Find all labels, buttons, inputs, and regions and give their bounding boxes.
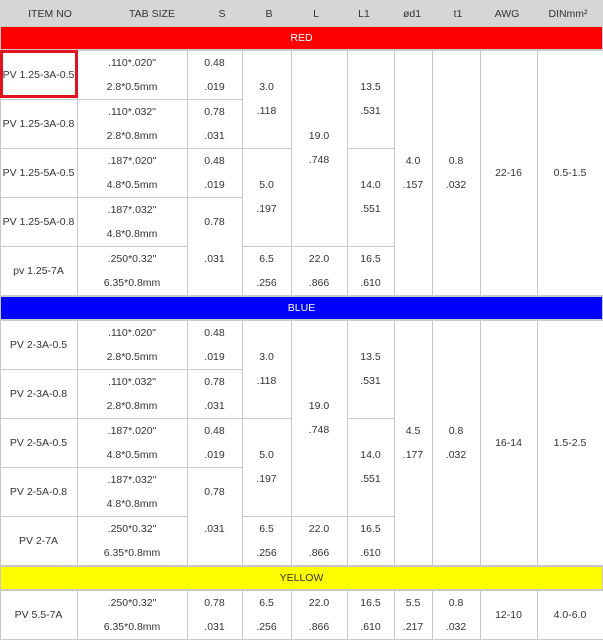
d1-value-inch: .157: [402, 178, 424, 191]
tab-size-mm: 4.8*0.8mm: [106, 227, 158, 240]
tab-size-mm: 2.8*0.8mm: [106, 129, 158, 142]
tab-size-inch: .110*.032": [108, 375, 156, 388]
item-no: PV 1.25-5A-0.8: [2, 215, 75, 228]
item-no: PV 2-3A-0.8: [9, 387, 68, 400]
d1-value-inch: .217: [402, 620, 424, 633]
tab-size-inch: .250*0.32": [107, 522, 157, 535]
l1-value-mm: 14.0: [360, 449, 381, 461]
header-item-no: ITEM NO: [28, 8, 72, 20]
tab-size-inch: .187*.032": [107, 203, 157, 216]
item-no: PV 2-5A-0.8: [9, 485, 68, 498]
s-value-inch: .031: [204, 522, 225, 535]
tab-size-mm: 6.35*0.8mm: [103, 276, 161, 289]
d1-value-mm: 4.0: [405, 154, 421, 167]
t1-value-inch: .032: [445, 448, 467, 461]
s-value-mm: 0.48: [204, 56, 225, 69]
l-value-mm: 22.0: [308, 596, 330, 609]
tab-size-inch: .250*0.32": [107, 596, 157, 609]
b-cell: [242, 50, 292, 149]
tab-size-inch: .110*.032": [108, 105, 156, 118]
tab-size-mm: 4.8*0.5mm: [106, 178, 158, 191]
b-cell: [242, 320, 292, 419]
awg-value: 16-14: [495, 436, 522, 449]
l-cell: [291, 320, 348, 517]
l-value-mm: 19.0: [308, 400, 330, 412]
d1-cell: [394, 50, 433, 296]
tab-size-mm: 4.8*0.5mm: [106, 448, 158, 461]
b-value-mm: 6.5: [259, 522, 274, 535]
l1-cell: [347, 320, 395, 419]
item-no: pv 1.25-7A: [13, 264, 64, 277]
s-value-inch: .031: [204, 620, 225, 633]
s-value-mm: 0.78: [204, 485, 225, 498]
header-awg: AWG: [494, 8, 520, 20]
b-value-inch: .256: [256, 546, 277, 559]
header-l: L: [313, 8, 319, 20]
section-band-yellow: YELLOW: [0, 566, 603, 590]
b-value-inch: .118: [256, 105, 277, 117]
l1-cell: [347, 148, 395, 247]
header-s: S: [218, 8, 226, 20]
s-cell: [187, 197, 243, 296]
s-value-mm: 0.78: [204, 596, 225, 609]
l1-cell: [347, 50, 395, 149]
d1-value-mm: 4.5: [405, 424, 421, 437]
d1-value-inch: .177: [402, 448, 424, 461]
b-value-inch: .197: [256, 473, 277, 485]
din-value: 1.5-2.5: [553, 436, 587, 449]
s-value-mm: 0.48: [204, 424, 225, 437]
b-value-mm: 3.0: [259, 351, 274, 363]
l-value-mm: 19.0: [308, 130, 330, 142]
l-cell: [291, 50, 348, 247]
l1-value-inch: .531: [360, 105, 381, 117]
t1-value-mm: 0.8: [448, 154, 464, 167]
tab-size-inch: .187*.032": [107, 473, 157, 486]
tab-size-inch: .110*.020": [108, 56, 156, 69]
d1-value-mm: 5.5: [405, 596, 421, 609]
b-value-inch: .118: [256, 375, 277, 387]
item-no: PV 1.25-3A-0.8: [2, 117, 75, 130]
s-value-inch: .019: [204, 448, 225, 461]
l1-cell: [347, 418, 395, 517]
section-band-blue: BLUE: [0, 296, 603, 320]
l-value-mm: 22.0: [308, 522, 330, 535]
l1-value-inch: .610: [360, 620, 381, 633]
b-value-mm: 5.0: [259, 449, 274, 461]
tab-size-inch: .187*.020": [107, 424, 157, 437]
l1-value-mm: 13.5: [360, 351, 381, 363]
header-b: B: [265, 8, 273, 20]
l-value-mm: 22.0: [308, 252, 330, 265]
item-no: PV 2-3A-0.5: [9, 338, 68, 351]
l1-value-mm: 13.5: [360, 81, 381, 93]
s-cell: [187, 467, 243, 566]
l1-value-mm: 16.5: [360, 252, 381, 265]
item-no: PV 2-7A: [18, 534, 59, 547]
section-band-red: RED: [0, 26, 603, 50]
tab-size-inch: .250*0.32": [107, 252, 157, 265]
t1-value-inch: .032: [445, 178, 467, 191]
din-value: 4.0-6.0: [553, 608, 587, 621]
t1-value-mm: 0.8: [448, 596, 464, 609]
t1-value-inch: .032: [445, 620, 467, 633]
s-value-mm: 0.78: [204, 375, 225, 388]
tab-size-mm: 6.35*0.8mm: [103, 546, 161, 559]
header-tab-size: TAB SIZE: [129, 8, 175, 20]
tab-size-mm: 6.35*0.8mm: [103, 620, 161, 633]
header-d1: ød1: [402, 8, 422, 20]
l-value-inch: .866: [308, 546, 330, 559]
tab-size-mm: 4.8*0.8mm: [106, 497, 158, 510]
b-value-mm: 6.5: [259, 596, 274, 609]
s-value-mm: 0.48: [204, 326, 225, 339]
b-value-mm: 6.5: [259, 252, 274, 265]
l-value-inch: .866: [308, 276, 330, 289]
t1-cell: [432, 320, 481, 566]
s-value-inch: .019: [204, 80, 225, 93]
l1-value-mm: 16.5: [360, 596, 381, 609]
l1-value-inch: .610: [360, 546, 381, 559]
s-value-inch: .019: [204, 178, 225, 191]
item-no: PV 1.25-3A-0.5: [2, 68, 75, 81]
b-value-mm: 3.0: [259, 81, 274, 93]
header-l1: L1: [358, 8, 370, 20]
tab-size-mm: 2.8*0.5mm: [106, 350, 158, 363]
tab-size-mm: 2.8*0.8mm: [106, 399, 158, 412]
tab-size-mm: 2.8*0.5mm: [106, 80, 158, 93]
b-value-inch: .256: [256, 620, 277, 633]
b-value-mm: 5.0: [259, 179, 274, 191]
header-t1: t1: [453, 8, 463, 20]
selected-cell-highlight: [0, 50, 78, 98]
l1-value-inch: .551: [360, 473, 381, 485]
l1-value-inch: .531: [360, 375, 381, 387]
t1-cell: [432, 50, 481, 296]
l-value-inch: .866: [308, 620, 330, 633]
din-value: 0.5-1.5: [553, 166, 587, 179]
awg-value: 22-16: [495, 166, 522, 179]
l-value-inch: .748: [308, 424, 330, 436]
b-value-inch: .197: [256, 203, 277, 215]
s-value-mm: 0.48: [204, 154, 225, 167]
s-value-mm: 0.78: [204, 215, 225, 228]
l-value-inch: .748: [308, 154, 330, 166]
s-value-inch: .031: [204, 399, 225, 412]
l1-value-inch: .610: [360, 276, 381, 289]
item-no: PV 5.5-7A: [14, 608, 63, 621]
item-no: PV 2-5A-0.5: [9, 436, 68, 449]
s-value-inch: .031: [204, 129, 225, 142]
t1-value-mm: 0.8: [448, 424, 464, 437]
s-value-inch: .019: [204, 350, 225, 363]
s-value-inch: .031: [204, 252, 225, 265]
b-cell: [242, 148, 292, 247]
item-no: PV 1.25-5A-0.5: [2, 166, 75, 179]
b-cell: [242, 418, 292, 517]
tab-size-inch: .110*.020": [108, 326, 156, 339]
b-value-inch: .256: [256, 276, 277, 289]
s-value-mm: 0.78: [204, 105, 225, 118]
d1-cell: [394, 320, 433, 566]
l1-value-mm: 14.0: [360, 179, 381, 191]
tab-size-inch: .187*.020": [107, 154, 157, 167]
header-din: DINmm²: [548, 8, 588, 20]
l1-value-inch: .551: [360, 203, 381, 215]
l1-value-mm: 16.5: [360, 522, 381, 535]
awg-value: 12-10: [495, 608, 522, 621]
